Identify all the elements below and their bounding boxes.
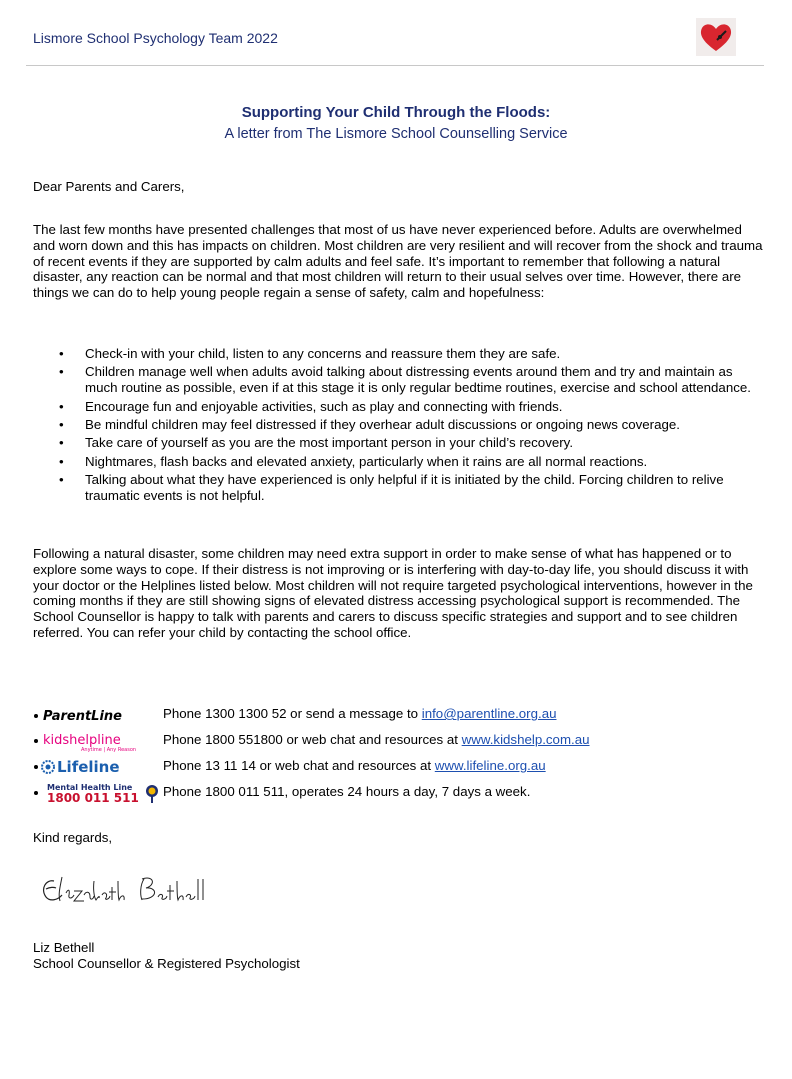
helpline-lifeline	[33, 755, 753, 781]
letter-title: Supporting Your Child Through the Floods:	[241, 104, 551, 121]
svg-text:Mental Health Line: Mental Health Line	[47, 783, 133, 792]
list-item-text: Nightmares, flash backs and elevated anxiety, particularly when it rains are all normal reactions.	[85, 453, 648, 469]
bullet-icon: •	[59, 346, 64, 361]
list-item-text: Be mindful children may feel distressed if they overhear adult discussions or ongoing news coverage.	[85, 416, 680, 432]
list-item	[33, 454, 763, 470]
helpline-kidshelpline-text: Phone 1800 551800 or web chat and resources at www.kidshelp.com.au	[163, 732, 590, 747]
support-paragraph: Following a natural disaster, some children may need extra support in order to make sense of what has happened or to explore some ways to cope. If their distress is not improving or is interfering with day-to-day life, you should discuss it with your doctor or the Helplines listed below. Most children will not require targeted psychological interventions, however in the coming months if they are still showing signs of elevated distress accessing psychological support is recommended. The School Counsellor is happy to talk with parents and carers to discuss specific strategies and support and to see children referred. You can refer your child by contacting the school office.	[33, 546, 753, 640]
list-item-text: Talking about what they have experienced is only helpful if it is initiated by the child. Forcing children to relive traumatic events is not helpful.	[85, 472, 724, 503]
helpline-lifeline-text: Phone 13 11 14 or web chat and resources at www.lifeline.org.au	[163, 758, 546, 773]
list-item	[33, 417, 763, 433]
list-item	[33, 435, 763, 451]
list-item-text: Encourage fun and enjoyable activities, such as play and connecting with friends.	[85, 398, 563, 414]
header-divider	[26, 65, 764, 66]
advice-list	[33, 346, 763, 506]
bullet-icon: •	[59, 364, 64, 380]
header-title: Lismore School Psychology Team 2022	[33, 30, 278, 46]
list-item	[33, 399, 763, 415]
lifeline-website-link[interactable]: www.lifeline.org.au	[434, 758, 546, 773]
parentline-email-link[interactable]: info@parentline.org.au	[421, 706, 557, 721]
signer-role: School Counsellor & Registered Psychologist	[33, 955, 300, 971]
intro-paragraph: The last few months have presented challenges that most of us have never experienced before. Adults are overwhelmed and worn down and this has impacts on children. Most children are very resilient and will recover from the shock and trauma of recent events if they are supported by calm adults and feel safe. It’s important to remember that following a natural disaster, any reaction can be normal and that most children will return to their usual selves over time. However, there are things we can do to help young people regain a sense of safety, calm and hopefulness:	[33, 222, 763, 301]
helpline-list	[33, 703, 753, 807]
greeting: Dear Parents and Carers,	[33, 179, 185, 194]
bullet-icon: •	[59, 453, 64, 469]
signer-block	[33, 940, 763, 972]
bullet-icon: •	[59, 416, 64, 432]
bullet-icon: •	[59, 472, 64, 488]
mental-health-line-logo-icon	[33, 781, 161, 805]
list-item	[33, 364, 763, 396]
kidshelp-website-link[interactable]: www.kidshelp.com.au	[461, 732, 590, 747]
list-item-text: Children manage well when adults avoid talking about distressing events around them and try and maintain as much routine as possible, even if at this stage it is only regular bedtime routines, exercise and school attendance.	[85, 364, 751, 396]
sign-off: Kind regards,	[33, 830, 113, 845]
svg-text:Anytime | Any Reason: Anytime | Any Reason	[81, 747, 137, 753]
svg-text:Lifeline: Lifeline	[57, 758, 120, 776]
svg-text:ParentLine: ParentLine	[43, 709, 122, 724]
list-item	[33, 472, 763, 504]
heart-logo-icon	[696, 18, 736, 56]
signature-image	[36, 867, 236, 917]
bullet-icon: •	[59, 435, 64, 451]
list-item	[33, 346, 763, 362]
helpline-parentline	[33, 703, 753, 729]
lifeline-logo-icon	[33, 755, 161, 779]
svg-text:kidshelpline: kidshelpline	[43, 733, 121, 748]
list-item-text: Check-in with your child, listen to any concerns and reassure them they are safe.	[85, 346, 561, 361]
helpline-kidshelpline	[33, 729, 753, 755]
kidshelpline-logo-icon	[33, 729, 161, 753]
svg-text:1800 011 511: 1800 011 511	[47, 791, 139, 805]
signer-name: Liz Bethell	[33, 940, 95, 955]
list-item-text: Take care of yourself as you are the most important person in your child’s recovery.	[85, 435, 574, 451]
parentline-logo-icon	[33, 703, 161, 727]
helpline-parentline-text: Phone 1300 1300 52 or send a message to info@parentline.org.au	[163, 706, 557, 721]
letter-subtitle: A letter from The Lismore School Counselling Service	[224, 126, 568, 142]
helpline-mental-health-line	[33, 781, 753, 807]
bullet-icon: •	[59, 398, 64, 414]
helpline-mental-health-line-text: Phone 1800 011 511, operates 24 hours a day, 7 days a week.	[163, 784, 531, 799]
